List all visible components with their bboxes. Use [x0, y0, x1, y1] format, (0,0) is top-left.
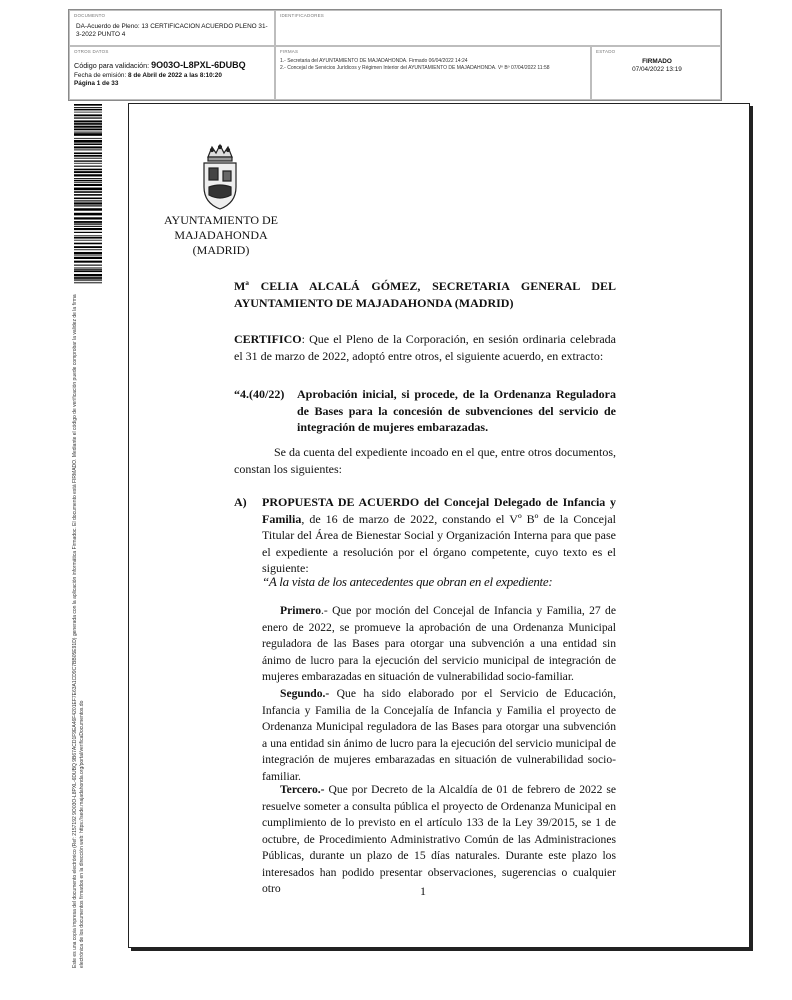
firma-2: 2.- Concejal de Servicios Jurídicos y Régimen Interior del AYUNTAMIENTO DE MAJADAHONDA. Vº Bº 07/04/2022 11:58	[280, 65, 550, 71]
segundo-paragraph: Segundo.- Que ha sido elaborado por el Servicio de Educación, Infancia y Familia de la Concejalía de Infancia y Familia el proyecto de Ordenanza Municipal reguladora de las Bases para otorgar una subvención a una entidad sin ánimo de lucro para la ejecución del servicio municipal de integración de mujeres embarazadas en situación de vulnerabilidad socio-familiar.	[262, 687, 616, 783]
agenda-item-title: Aprobación inicial, si procede, de la Ordenanza Reguladora de Bases para la concesión de subvenciones del servicio de integración de mujeres embarazadas.	[297, 387, 616, 434]
tercero-paragraph: Tercero.- Que por Decreto de la Alcaldía de 01 de febrero de 2022 se resuelve someter a consulta pública el proyecto de Ordenanza Municipal en cumplimiento de lo previsto en el artículo 133 de la Ley 39/2015, se 1 de octubre, de Procedimiento Administrativo Común de las Administraciones Públicas, durante un plazo de 15 días naturales. Durante este plazo los interesados han podido presentar observaciones, sugerencias o cualquier otro	[262, 783, 616, 895]
fecha-emision: Fecha de emisión: 8 de Abril de 2022 a las 8:10:20	[74, 72, 222, 79]
estado-cell	[591, 46, 721, 100]
document-header-table	[68, 9, 722, 101]
estado-date: 07/04/2022 13:19	[632, 66, 682, 73]
otros-datos-label: OTROS DATOS	[74, 49, 109, 54]
otros-datos-cell	[69, 46, 275, 100]
section-a-label: A)	[234, 495, 247, 509]
coat-of-arms-icon	[196, 143, 244, 211]
firmas-cell	[275, 46, 591, 100]
documento-label: DOCUMENTO	[74, 13, 106, 18]
page-number: 1	[420, 884, 426, 898]
estado-label: ESTADO	[596, 49, 616, 54]
codigo-validacion: Código para validación: 9O03O-L8PXL-6DUBQ	[74, 60, 246, 70]
barcode-image	[74, 104, 102, 284]
pagina-text: Página 1 de 33	[74, 80, 119, 87]
firmas-label: FIRMAS	[280, 49, 299, 54]
page-title: Mª CELIA ALCALÁ GÓMEZ, SECRETARIA GENERAL DEL AYUNTAMIENTO DE MAJADAHONDA (MADRID)	[234, 279, 616, 310]
documento-cell	[69, 10, 275, 46]
estado-value: FIRMADO	[642, 58, 672, 65]
firma-1: 1.- Secretaria del AYUNTAMIENTO DE MAJADAHONDA. Firmado 06/04/2022 14:24	[280, 58, 468, 64]
codigo-value[interactable]: 9O03O-L8PXL-6DUBQ	[151, 60, 246, 70]
primero-paragraph: Primero.- Que por moción del Concejal de Infancia y Familia, 27 de enero de 2022, se promueve la aprobación de una Ordenanza Municipal reguladora de las Bases para otorgar una subvención a una entidad sin ánimo de lucro para la ejecución del servicio municipal de integración de mujeres embarazadas en situación de vulnerabilidad socio-familiar.	[262, 604, 616, 683]
section-a-paragraph: PROPUESTA DE ACUERDO del Concejal Delegado de Infancia y Familia, de 16 de marzo de 2022, constando el Vº Bº de la Concejal Titular del Área de Bienestar Social y Organización Interna para que pase el expediente a resolución por el órgano competente, cuyo texto es el siguiente:	[262, 495, 616, 575]
verification-side-text: Este es una copia impresa del documento electrónico (Ref: 2157192 9O03O-L8PXL-6DUBQ 9B67ACD1F9EA46F4201EF7E63A1CD9C7BB05E91D) generada con la aplicación informática Firmadoc. El documento está FIRMADO. Mediante el código de verificación puede comprobar la validez de la firma electrónica de los documentos firmados en la dirección web: https://sede.majadahonda.org/portal/verificaDocumentos.do	[72, 294, 85, 968]
certifico-paragraph: CERTIFICO: Que el Pleno de la Corporación, en sesión ordinaria celebrada el 31 de marzo de 2022, adoptó entre otros, el siguiente acuerdo, en extracto:	[234, 332, 616, 363]
agenda-item-number: “4.(40/22)	[234, 387, 285, 401]
identificadores-label: IDENTIFICADORES	[280, 13, 325, 18]
organization-name: AYUNTAMIENTO DE MAJADAHONDA (MADRID)	[163, 213, 279, 257]
quote-line: “A la vista de los antecedentes que obran en el expediente:	[262, 574, 553, 589]
documento-text: DA-Acuerdo de Pleno: 13 CERTIFICACION ACUERDO PLENO 31-3-2022 PUNTO 4	[76, 23, 268, 38]
identificadores-cell	[275, 10, 721, 46]
intro-paragraph: Se da cuenta del expediente incoado en el que, entre otros documentos, constan los siguientes:	[234, 445, 616, 476]
